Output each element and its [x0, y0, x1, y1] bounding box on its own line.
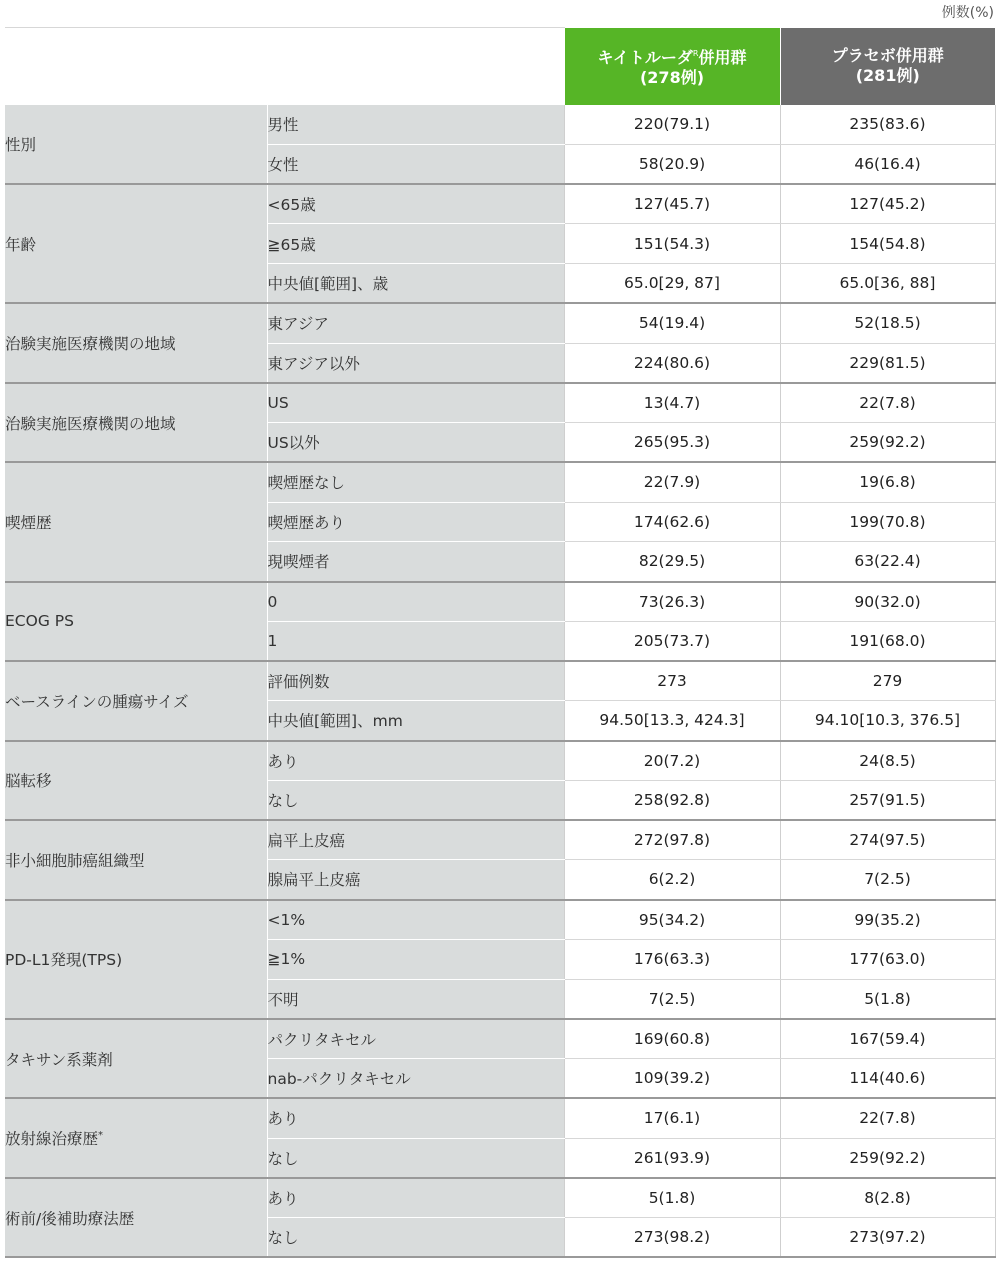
- category-text: 性別: [5, 135, 37, 154]
- subcategory-label: <65歳: [267, 184, 564, 224]
- subcategory-label: ≧1%: [267, 939, 564, 979]
- arm-b-value: 22(7.8): [780, 383, 995, 423]
- arm-a-value: 5(1.8): [564, 1178, 780, 1218]
- table-row: [5, 900, 995, 940]
- arm-a-value: 261(93.9): [564, 1138, 780, 1178]
- arm-b-value: 7(2.5): [780, 860, 995, 900]
- table-row: [5, 1019, 995, 1059]
- arm-a-value: 22(7.9): [564, 462, 780, 502]
- subcategory-label: 中央値[範囲]、mm: [267, 701, 564, 741]
- registered-mark: R: [692, 49, 699, 58]
- category-label: [5, 184, 267, 303]
- table-header: [5, 28, 995, 105]
- category-text: 術前/後補助療法歴: [5, 1209, 135, 1228]
- subcategory-label: 男性: [267, 105, 564, 145]
- table-row: [5, 1178, 995, 1218]
- arm-a-value: 82(29.5): [564, 542, 780, 582]
- patient-characteristics-table: [5, 27, 996, 1258]
- footnote-mark: *: [98, 1130, 104, 1141]
- arm-b-count: (281例): [855, 66, 920, 85]
- arm-a-value: 73(26.3): [564, 582, 780, 622]
- table-row: [5, 741, 995, 781]
- category-label: [5, 1098, 267, 1178]
- arm-b-value: 167(59.4): [780, 1019, 995, 1059]
- subcategory-label: 現喫煙者: [267, 542, 564, 582]
- subcategory-label: 0: [267, 582, 564, 622]
- category-label: [5, 462, 267, 581]
- subcategory-label: なし: [267, 780, 564, 820]
- arm-a-value: 174(62.6): [564, 502, 780, 542]
- arm-b-value: 90(32.0): [780, 582, 995, 622]
- arm-b-value: 52(18.5): [780, 303, 995, 343]
- arm-b-value: 127(45.2): [780, 184, 995, 224]
- arm-b-name: プラセボ併用群: [831, 46, 944, 65]
- arm-b-value: 19(6.8): [780, 462, 995, 502]
- subcategory-label: US以外: [267, 423, 564, 463]
- unit-note: 例数(%): [941, 5, 994, 21]
- subcategory-label: ≧65歳: [267, 224, 564, 264]
- arm-b-value: 154(54.8): [780, 224, 995, 264]
- arm-a-value: 58(20.9): [564, 144, 780, 184]
- arm-a-value: 54(19.4): [564, 303, 780, 343]
- arm-b-value: 99(35.2): [780, 900, 995, 940]
- subcategory-label: 喫煙歴なし: [267, 462, 564, 502]
- subcategory-label: 東アジア: [267, 303, 564, 343]
- subcategory-label: あり: [267, 741, 564, 781]
- arm-a-value: 220(79.1): [564, 105, 780, 145]
- category-label: [5, 741, 267, 821]
- arm-b-value: 279: [780, 661, 995, 701]
- subcategory-label: 腺扁平上皮癌: [267, 860, 564, 900]
- subcategory-label: nab-パクリタキセル: [267, 1059, 564, 1099]
- table-body: [5, 105, 995, 1258]
- table-row: [5, 661, 995, 701]
- arm-a-value: 272(97.8): [564, 820, 780, 860]
- category-text: 年齢: [5, 235, 37, 254]
- arm-a-value: 224(80.6): [564, 343, 780, 383]
- table-row: [5, 105, 995, 145]
- arm-a-value: 258(92.8): [564, 780, 780, 820]
- arm-a-value: 109(39.2): [564, 1059, 780, 1099]
- subcategory-label: パクリタキセル: [267, 1019, 564, 1059]
- arm-b-value: 274(97.5): [780, 820, 995, 860]
- table-row: [5, 820, 995, 860]
- arm-a-value: 17(6.1): [564, 1098, 780, 1138]
- arm-b-value: 114(40.6): [780, 1059, 995, 1099]
- table-row: [5, 582, 995, 622]
- arm-a-value: 20(7.2): [564, 741, 780, 781]
- arm-b-value: 177(63.0): [780, 939, 995, 979]
- arm-a-value: 94.50[13.3, 424.3]: [564, 701, 780, 741]
- category-text: 治験実施医療機関の地域: [5, 335, 176, 353]
- arm-a-header: [564, 28, 780, 105]
- arm-b-header: [780, 28, 995, 105]
- category-label: [5, 303, 267, 383]
- arm-b-value: 24(8.5): [780, 741, 995, 781]
- arm-a-value: 6(2.2): [564, 860, 780, 900]
- arm-b-value: 94.10[10.3, 376.5]: [780, 701, 995, 741]
- table-row: [5, 383, 995, 423]
- subcategory-label: 不明: [267, 979, 564, 1019]
- arm-a-value: 13(4.7): [564, 383, 780, 423]
- subcategory-label: 中央値[範囲]、歳: [267, 264, 564, 304]
- arm-a-value: 127(45.7): [564, 184, 780, 224]
- subcategory-label: 扁平上皮癌: [267, 820, 564, 860]
- subcategory-label: 1: [267, 621, 564, 661]
- category-label: [5, 383, 267, 463]
- subcategory-label: あり: [267, 1098, 564, 1138]
- arm-a-suffix: 併用群: [698, 48, 747, 67]
- arm-a-value: 205(73.7): [564, 621, 780, 661]
- category-text: PD-L1発現(TPS): [5, 951, 123, 970]
- category-text: 放射線治療歴: [5, 1130, 99, 1148]
- subcategory-label: <1%: [267, 900, 564, 940]
- arm-a-value: 151(54.3): [564, 224, 780, 264]
- subcategory-label: 東アジア以外: [267, 343, 564, 383]
- arm-a-value: 65.0[29, 87]: [564, 264, 780, 304]
- arm-b-value: 22(7.8): [780, 1098, 995, 1138]
- category-text: 脳転移: [5, 772, 52, 791]
- arm-a-value: 169(60.8): [564, 1019, 780, 1059]
- category-text: ECOG PS: [5, 612, 74, 631]
- arm-b-value: 199(70.8): [780, 502, 995, 542]
- arm-b-value: 235(83.6): [780, 105, 995, 145]
- category-text: 喫煙歴: [5, 513, 52, 532]
- arm-b-value: 5(1.8): [780, 979, 995, 1019]
- arm-b-value: 8(2.8): [780, 1178, 995, 1218]
- table-row: [5, 462, 995, 502]
- arm-b-value: 191(68.0): [780, 621, 995, 661]
- arm-b-value: 257(91.5): [780, 780, 995, 820]
- category-label: [5, 900, 267, 1019]
- arm-a-value: 95(34.2): [564, 900, 780, 940]
- arm-b-value: 65.0[36, 88]: [780, 264, 995, 304]
- subcategory-label: あり: [267, 1178, 564, 1218]
- arm-b-value: 63(22.4): [780, 542, 995, 582]
- table-row: [5, 1098, 995, 1138]
- arm-a-name: キイトルーダ: [597, 48, 693, 67]
- header-blank-cell: [5, 28, 564, 105]
- arm-b-value: 259(92.2): [780, 1138, 995, 1178]
- category-text: タキサン系薬剤: [5, 1050, 113, 1069]
- arm-a-value: 273: [564, 661, 780, 701]
- category-label: [5, 1178, 267, 1258]
- category-text: 治験実施医療機関の地域: [5, 414, 176, 433]
- arm-b-value: 229(81.5): [780, 343, 995, 383]
- subcategory-label: なし: [267, 1138, 564, 1178]
- subcategory-label: 喫煙歴あり: [267, 502, 564, 542]
- subcategory-label: 評価例数: [267, 661, 564, 701]
- category-label: [5, 820, 267, 900]
- category-label: [5, 1019, 267, 1099]
- subcategory-label: 女性: [267, 144, 564, 184]
- arm-b-value: 46(16.4): [780, 144, 995, 184]
- arm-a-value: 176(63.3): [564, 939, 780, 979]
- category-text: 非小細胞肺癌組織型: [5, 851, 145, 870]
- category-label: [5, 582, 267, 662]
- category-label: [5, 105, 267, 185]
- subcategory-label: なし: [267, 1218, 564, 1258]
- arm-b-value: 259(92.2): [780, 423, 995, 463]
- arm-b-value: 273(97.2): [780, 1218, 995, 1258]
- category-label: [5, 661, 267, 741]
- subcategory-label: US: [267, 383, 564, 423]
- arm-a-value: 273(98.2): [564, 1218, 780, 1258]
- category-text: ベースラインの腫瘍サイズ: [5, 692, 189, 711]
- arm-a-value: 265(95.3): [564, 423, 780, 463]
- table-row: [5, 303, 995, 343]
- table-row: [5, 184, 995, 224]
- arm-a-count: (278例): [639, 68, 705, 87]
- arm-a-value: 7(2.5): [564, 979, 780, 1019]
